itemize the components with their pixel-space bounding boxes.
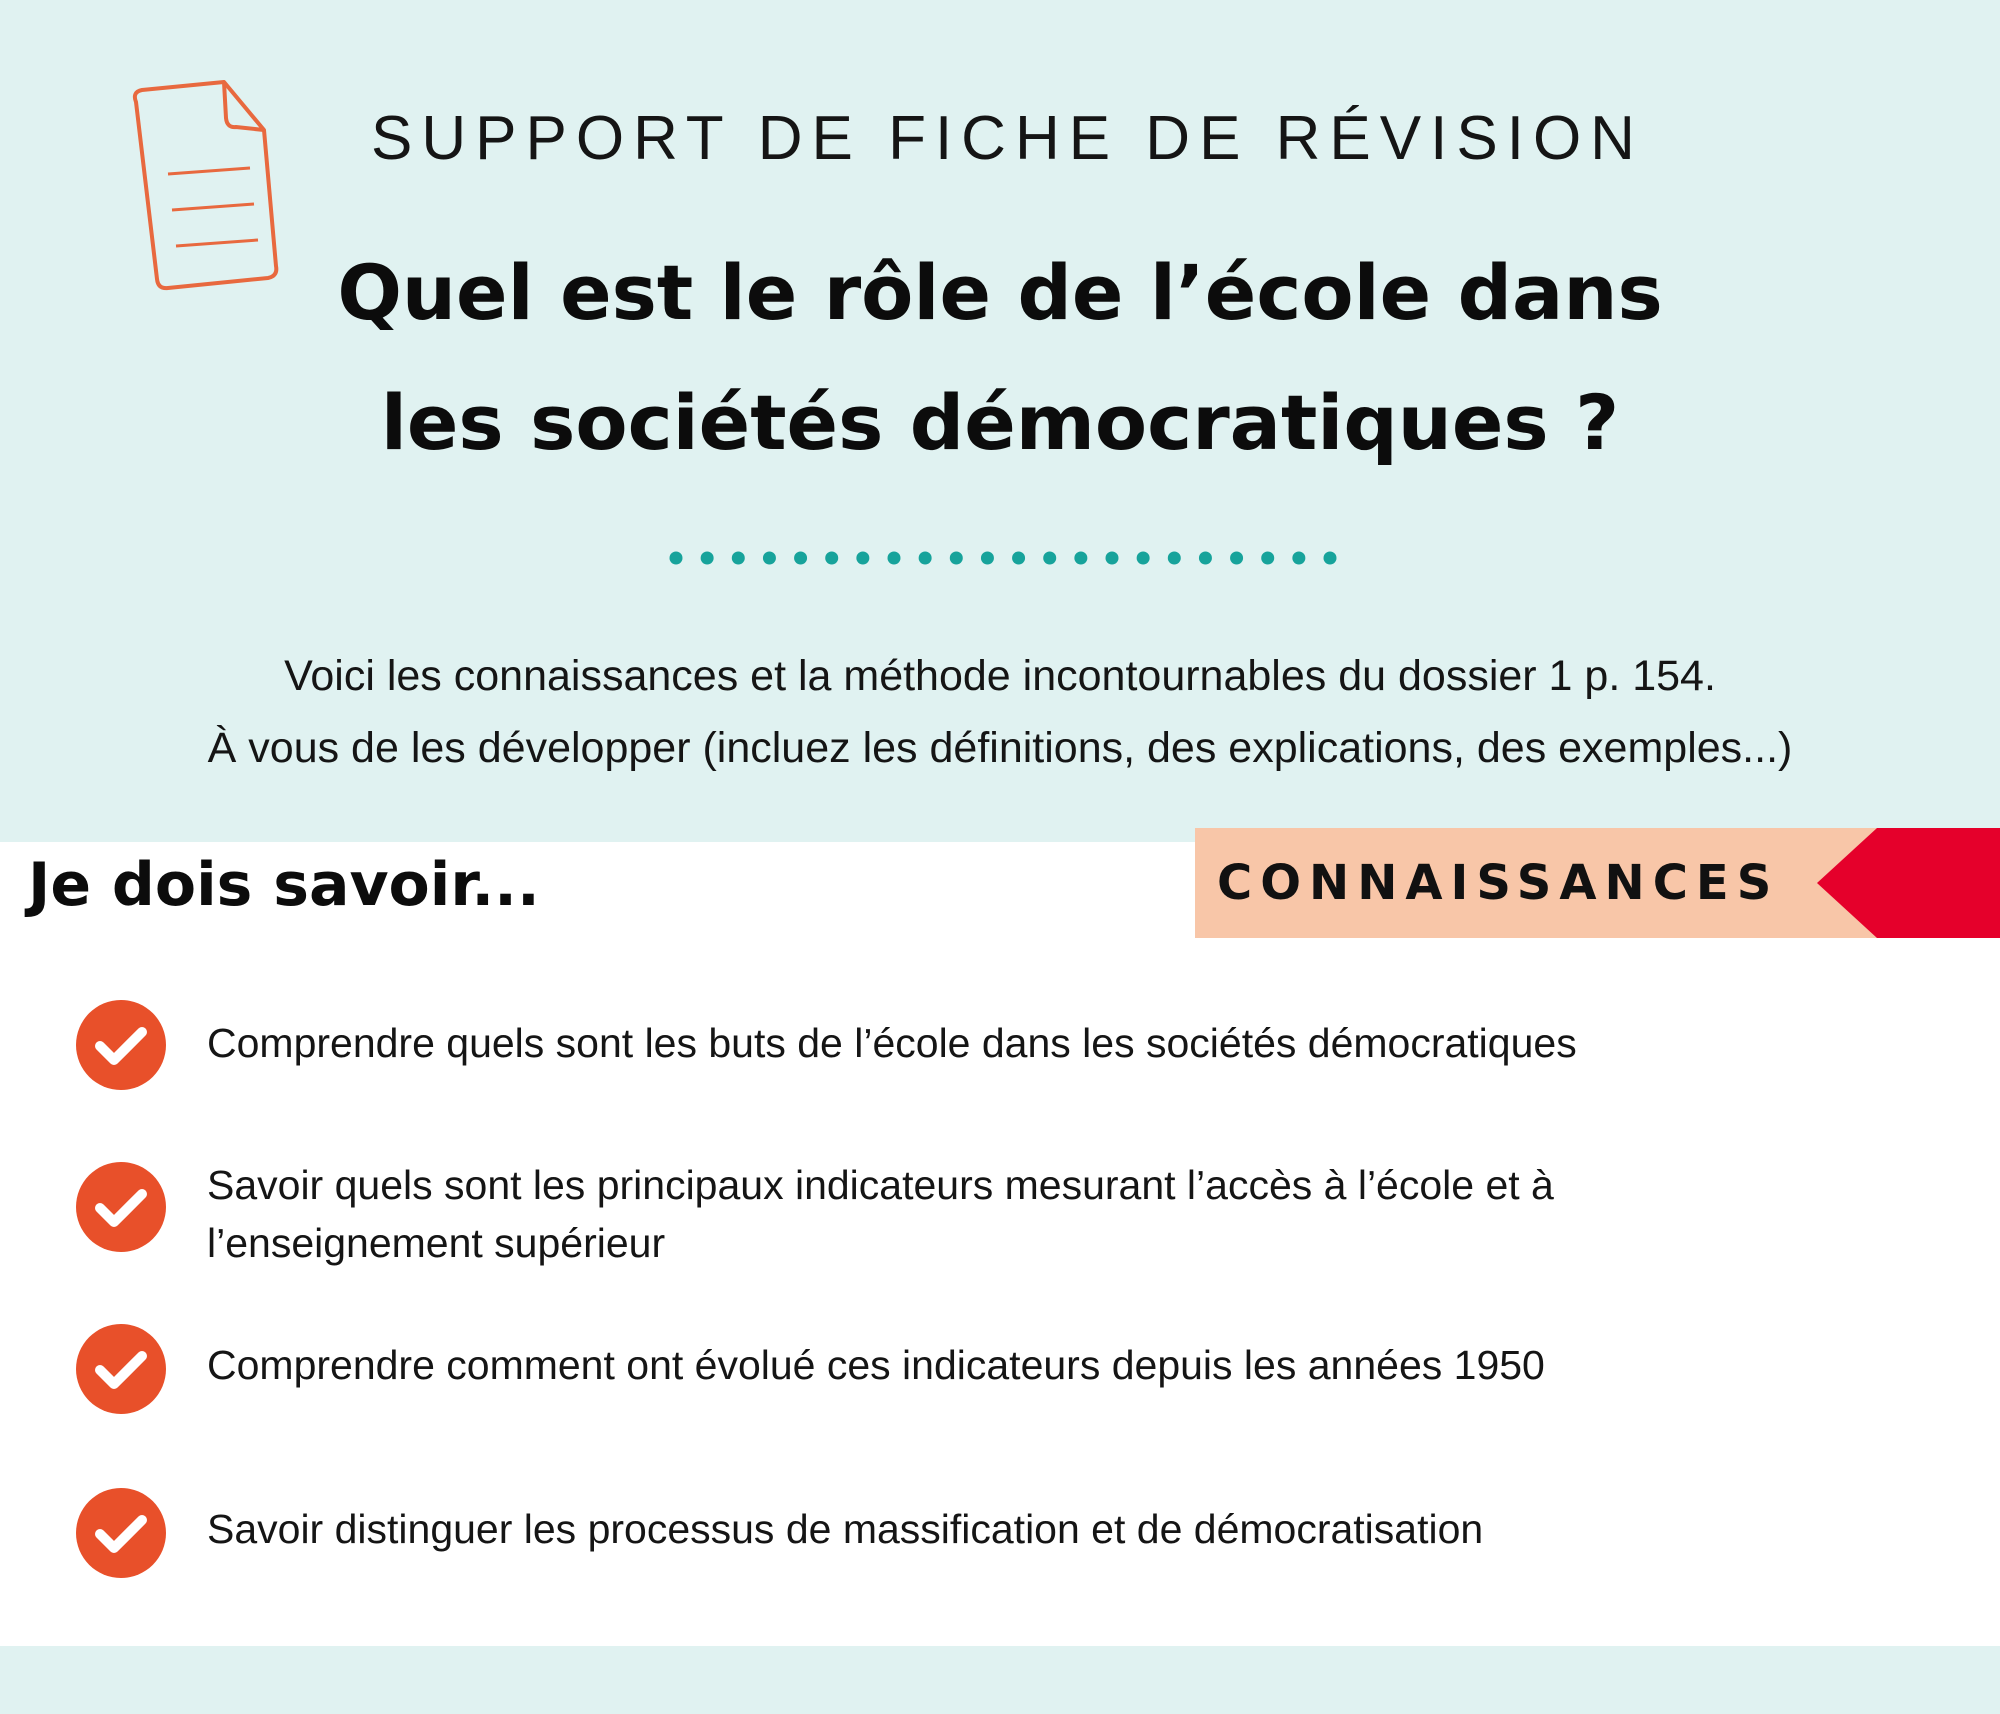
divider-dot — [856, 552, 869, 565]
divider-dot — [763, 552, 776, 565]
connaissances-tag — [1195, 828, 2000, 938]
divider-dot — [1324, 552, 1337, 565]
check-circle-icon — [76, 1000, 166, 1090]
divider-dot — [1012, 552, 1025, 565]
check-circle-icon — [76, 1488, 166, 1578]
page-title-line-1: Quel est le rôle de l’école dans — [337, 248, 1663, 337]
page-title-line-2: les sociétés démocratiques ? — [380, 378, 1620, 467]
check-circle-icon — [76, 1162, 166, 1252]
list-item-text: Comprendre quels sont les buts de l’école dans les sociétés démocratiques — [207, 1020, 1577, 1066]
tag-label: CONNAISSANCES — [1217, 855, 1780, 911]
intro-line-2: À vous de les développer (incluez les définitions, des explications, des exemples...) — [207, 724, 1793, 772]
divider-dot — [1074, 552, 1087, 565]
divider-dot — [1043, 552, 1056, 565]
divider-dot — [1261, 552, 1274, 565]
list-item-text: Savoir quels sont les principaux indicateurs mesurant l’accès à l’école et à l’enseignement supérieur — [207, 1162, 1554, 1266]
divider-dot — [794, 552, 807, 565]
divider-dot — [1137, 552, 1150, 565]
divider-dot — [981, 552, 994, 565]
divider-dot — [701, 552, 714, 565]
divider-dot — [919, 552, 932, 565]
footer-strip — [0, 1646, 2000, 1714]
divider-dot — [1292, 552, 1305, 565]
divider-dot — [1199, 552, 1212, 565]
divider-dot — [888, 552, 901, 565]
kicker-heading: SUPPORT DE FICHE DE RÉVISION — [371, 104, 1644, 173]
divider-dot — [950, 552, 963, 565]
divider-dot — [670, 552, 683, 565]
section-heading: Je dois savoir... — [28, 850, 540, 920]
page-title — [240, 228, 1760, 488]
divider-dot — [732, 552, 745, 565]
divider-dot — [1106, 552, 1119, 565]
intro-line-1: Voici les connaissances et la méthode incontournables du dossier 1 p. 154. — [284, 652, 1716, 700]
list-item-text: Comprendre comment ont évolué ces indicateurs depuis les années 1950 — [207, 1342, 1545, 1388]
divider-dot — [825, 552, 838, 565]
dotted-divider — [668, 550, 1338, 566]
divider-dot — [1168, 552, 1181, 565]
divider-dot — [1230, 552, 1243, 565]
list-item-text: Savoir distinguer les processus de massification et de démocratisation — [207, 1506, 1484, 1552]
check-circle-icon — [76, 1324, 166, 1414]
intro-text — [0, 640, 2000, 784]
